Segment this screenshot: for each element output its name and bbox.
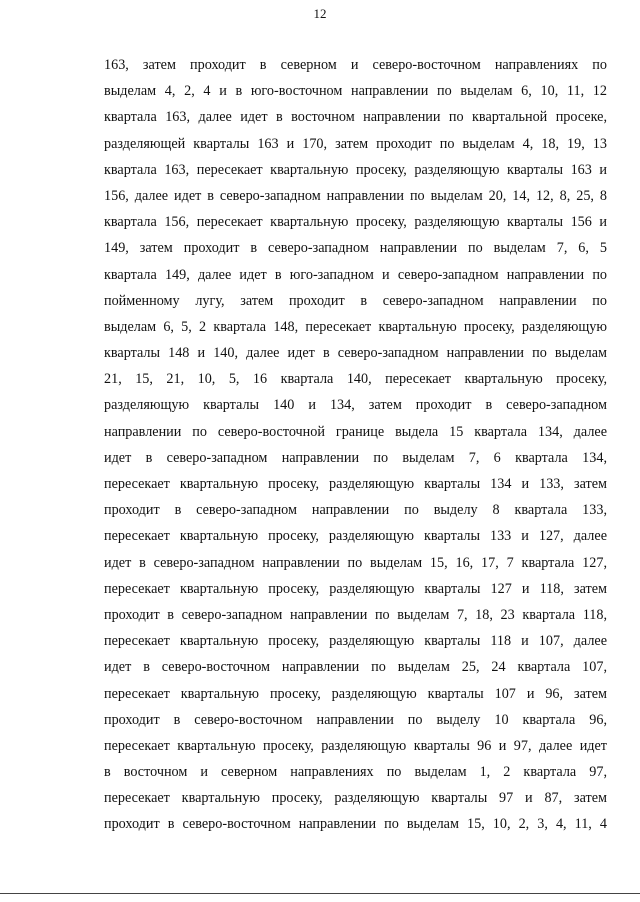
text-line: проходит в северо-восточном направлении по выделу 10 квартала 96, (104, 711, 607, 728)
text-line: в восточном и северном направлениях по выделам 1, 2 квартала 97, (104, 764, 607, 781)
text-line: 149, затем проходит в северо-западном направлении по выделам 7, 6, 5 (104, 240, 607, 257)
document-body (104, 52, 607, 838)
text-line: квартала 163, далее идет в восточном направлении по квартальной просеке, (104, 109, 607, 126)
text-line: идет в северо-западном направлении по выделам 15, 16, 17, 7 квартала 127, (104, 554, 607, 571)
text-line: 21, 15, 21, 10, 5, 16 квартала 140, пересекает квартальную просеку, (104, 371, 607, 388)
text-line: проходит в северо-восточном направлении по выделам 15, 10, 2, 3, 4, 11, 4 (104, 816, 607, 833)
text-line: пересекает квартальную просеку, разделяющую кварталы 118 и 107, далее (104, 633, 607, 650)
page-number: 12 (313, 6, 327, 21)
text-line: пойменному лугу, затем проходит в северо-западном направлении по (104, 292, 607, 309)
text-line: пересекает квартальную просеку, разделяющую кварталы 133 и 127, далее (104, 528, 607, 545)
text-line: выделам 4, 2, 4 и в юго-восточном направлении по выделам 6, 10, 11, 12 (104, 83, 607, 100)
text-line: разделяющей кварталы 163 и 170, затем проходит по выделам 4, 18, 19, 13 (104, 135, 607, 152)
text-line: пересекает квартальную просеку, разделяющую кварталы 134 и 133, затем (104, 476, 607, 492)
bottom-rule (0, 893, 640, 894)
text-line: идет в северо-восточном направлении по выделам 25, 24 квартала 107, (104, 659, 607, 676)
text-line: идет в северо-западном направлении по выделам 7, 6 квартала 134, (104, 449, 607, 466)
text-line: направлении по северо-восточной границе выдела 15 квартала 134, далее (104, 423, 607, 440)
text-line: пересекает квартальную просеку, разделяющую кварталы 127 и 118, затем (104, 580, 607, 597)
text-line: пересекает квартальную просеку, разделяющую кварталы 97 и 87, затем (104, 790, 607, 807)
text-line: разделяющую кварталы 140 и 134, затем проходит в северо-западном (104, 397, 607, 414)
text-line: квартала 156, пересекает квартальную просеку, разделяющую кварталы 156 и (104, 214, 607, 231)
text-line: квартала 163, пересекает квартальную просеку, разделяющую кварталы 163 и (104, 161, 607, 178)
text-line: выделам 6, 5, 2 квартала 148, пересекает квартальную просеку, разделяющую (104, 318, 607, 335)
text-line: кварталы 148 и 140, далее идет в северо-западном направлении по выделам (104, 345, 607, 362)
text-line: пересекает квартальную просеку, разделяющую кварталы 96 и 97, далее идет (104, 737, 607, 754)
text-line: 156, далее идет в северо-западном направлении по выделам 20, 14, 12, 8, 25, 8 (104, 187, 607, 204)
text-line: проходит в северо-западном направлении по выделам 7, 18, 23 квартала 118, (104, 606, 607, 623)
text-line: проходит в северо-западном направлении по выделу 8 квартала 133, (104, 502, 607, 519)
text-line: пересекает квартальную просеку, разделяющую кварталы 107 и 96, затем (104, 685, 607, 702)
text-line: квартала 149, далее идет в юго-западном и северо-западном направлении по (104, 266, 607, 283)
text-line: 163, затем проходит в северном и северо-восточном направлениях по (104, 57, 607, 73)
